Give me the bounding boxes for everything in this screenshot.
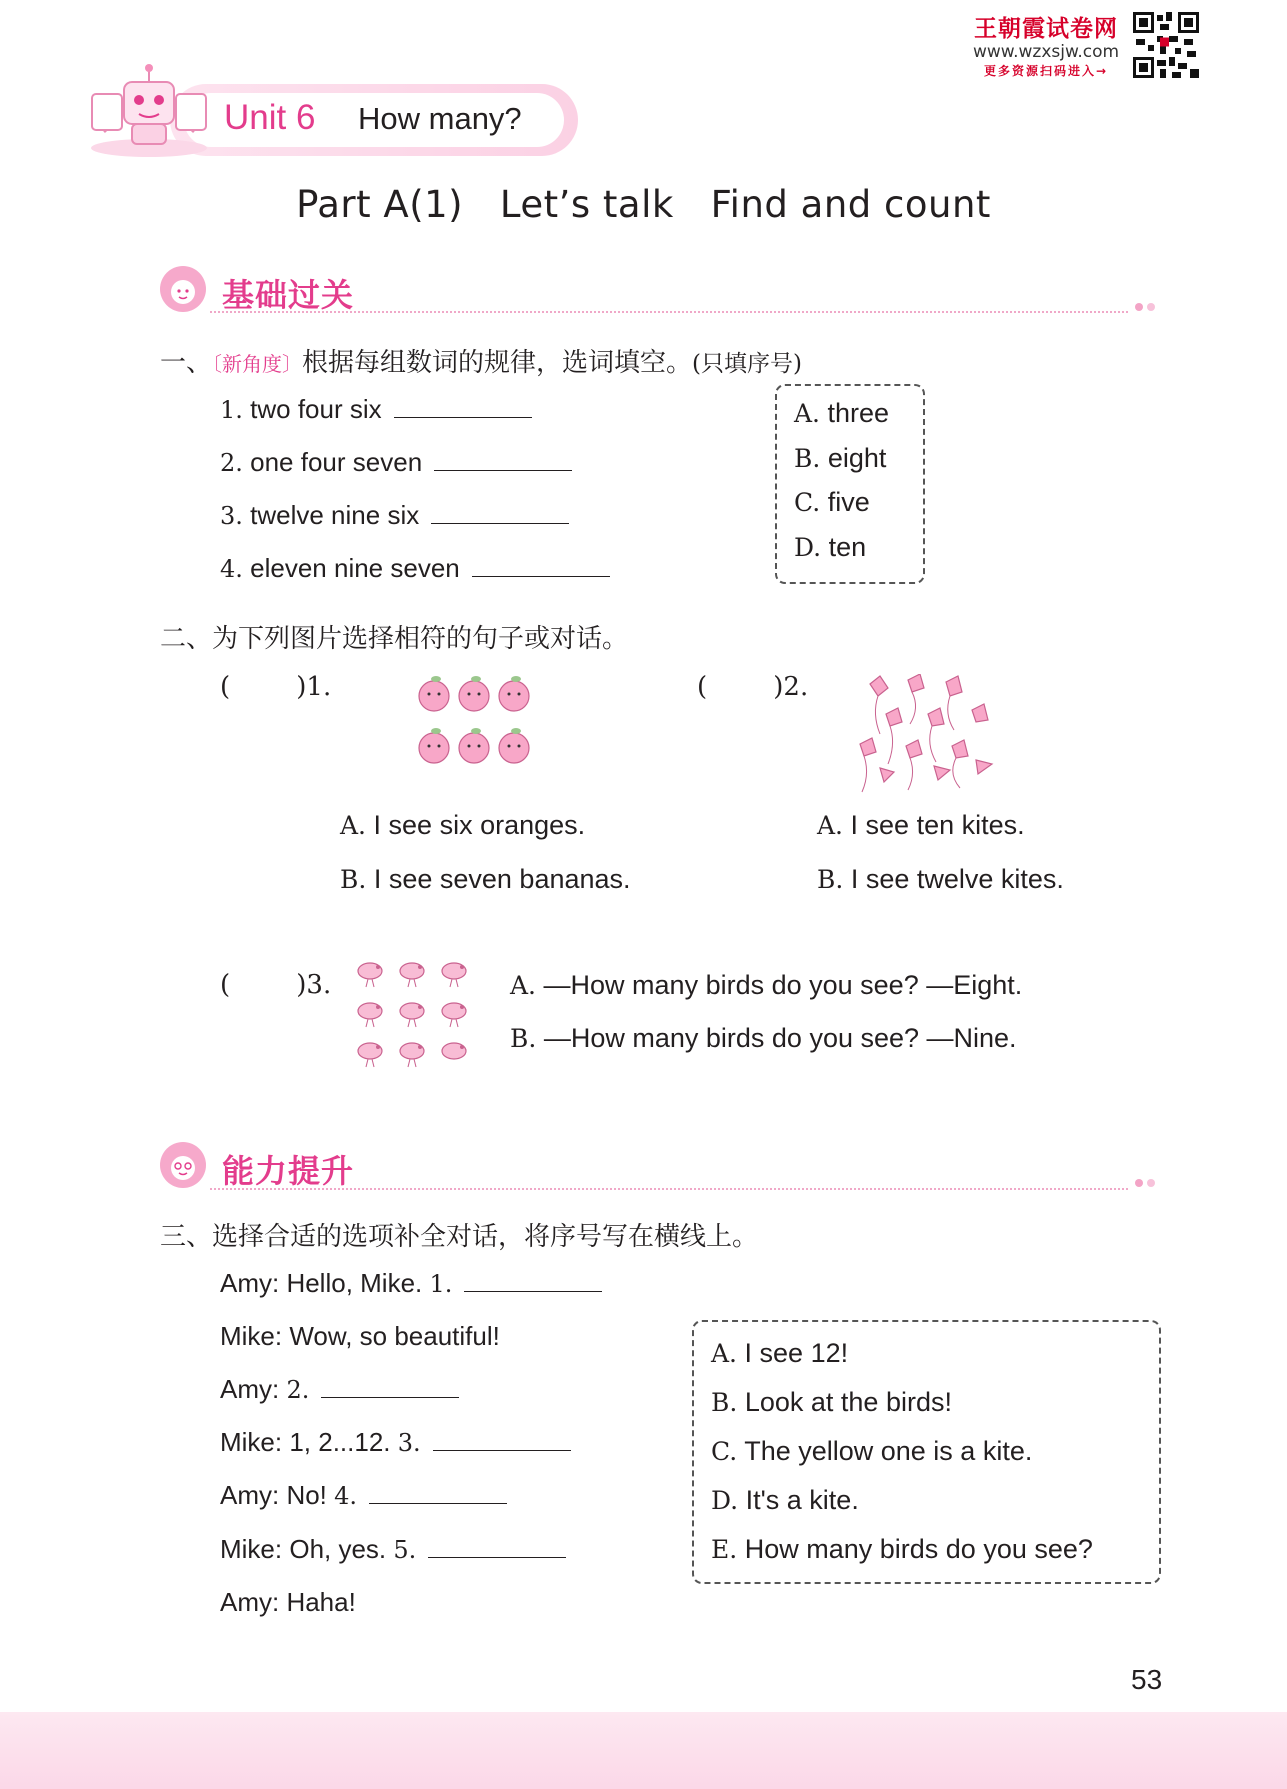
q3-option: E. How many birds do you see?	[711, 1534, 1093, 1564]
q3-option: A. I see 12!	[711, 1338, 849, 1368]
birds-picture-icon	[350, 953, 478, 1075]
robot-mascot-icon	[84, 60, 214, 160]
unit-title: How many?	[358, 101, 522, 136]
answer-paren[interactable]: ( )3.	[220, 970, 332, 1000]
section-divider	[210, 1188, 1128, 1190]
footer-band	[0, 1712, 1287, 1789]
boy-avatar-icon	[160, 1142, 206, 1188]
dialogue-line: Mike: Wow, so beautiful!	[220, 1321, 500, 1351]
answer-blank[interactable]	[369, 1481, 507, 1504]
q1-option: A. three	[794, 398, 890, 428]
q1-heading: 一、〔新角度〕根据每组数词的规律，选词填空。(只填序号)	[160, 348, 802, 378]
answer-blank[interactable]	[321, 1375, 459, 1398]
brand-url[interactable]: www.wzxsjw.com	[972, 42, 1120, 62]
q2-option: B. I see twelve kites.	[817, 864, 1064, 894]
answer-blank[interactable]	[464, 1269, 602, 1292]
q2-option: A. —How many birds do you see? —Eight.	[510, 970, 1023, 1000]
q3-heading: 三、选择合适的选项补全对话，将序号写在横线上。	[160, 1222, 759, 1252]
q1-option: B. eight	[794, 443, 887, 473]
q1-item: 1. two four six	[220, 394, 532, 425]
answer-blank[interactable]	[434, 448, 572, 471]
q2-heading: 二、为下列图片选择相符的句子或对话。	[160, 624, 629, 654]
part-title: Part A(1) Let’s talk Find and count	[296, 183, 991, 226]
brand-tip: 更多资源扫码进入→	[983, 64, 1109, 78]
oranges-picture-icon	[414, 670, 534, 778]
q3-option: B. Look at the birds!	[711, 1387, 952, 1417]
brand-name: 王朝霞试卷网	[974, 16, 1118, 42]
dialogue-line: Mike: Oh, yes. 5.	[220, 1534, 566, 1565]
q3-option: C. The yellow one is a kite.	[711, 1436, 1033, 1466]
girl-avatar-icon	[160, 266, 206, 312]
q1-item: 3. twelve nine six	[220, 500, 569, 531]
unit-label: Unit 6	[224, 98, 316, 137]
answer-blank[interactable]	[394, 395, 532, 418]
q1-option: D. ten	[794, 532, 867, 562]
dialogue-line: Amy: 2.	[220, 1374, 459, 1405]
section-title-advanced: 能力提升	[222, 1152, 355, 1190]
answer-blank[interactable]	[433, 1428, 571, 1451]
dialogue-line: Amy: No! 4.	[220, 1480, 507, 1511]
answer-paren[interactable]: ( )1.	[220, 672, 332, 702]
answer-blank[interactable]	[428, 1535, 566, 1558]
brand-block	[962, 10, 1130, 79]
section-divider	[210, 311, 1128, 313]
q2-option: A. I see ten kites.	[817, 810, 1025, 840]
q3-option: D. It's a kite.	[711, 1485, 859, 1515]
dialogue-line: Amy: Hello, Mike. 1.	[220, 1268, 602, 1299]
q2-option: B. —How many birds do you see? —Nine.	[510, 1023, 1017, 1053]
page-number: 53	[1131, 1664, 1163, 1695]
dialogue-line: Amy: Haha!	[220, 1587, 356, 1617]
q1-option: C. five	[794, 487, 870, 517]
answer-paren[interactable]: ( )2.	[697, 672, 809, 702]
answer-blank[interactable]	[431, 501, 569, 524]
q2-option: A. I see six oranges.	[340, 810, 586, 840]
dialogue-line: Mike: 1, 2...12. 3.	[220, 1427, 571, 1458]
kites-picture-icon	[850, 674, 1000, 796]
qr-code-icon[interactable]	[1133, 12, 1199, 78]
section-title-basic: 基础过关	[222, 276, 355, 314]
answer-blank[interactable]	[472, 554, 610, 577]
decorative-dots-icon	[1134, 1176, 1158, 1190]
decorative-dots-icon	[1134, 300, 1158, 314]
q2-option: B. I see seven bananas.	[340, 864, 631, 894]
q1-item: 4. eleven nine seven	[220, 553, 610, 584]
q1-item: 2. one four seven	[220, 447, 572, 478]
new-angle-tag: 〔新角度〕	[212, 352, 303, 376]
